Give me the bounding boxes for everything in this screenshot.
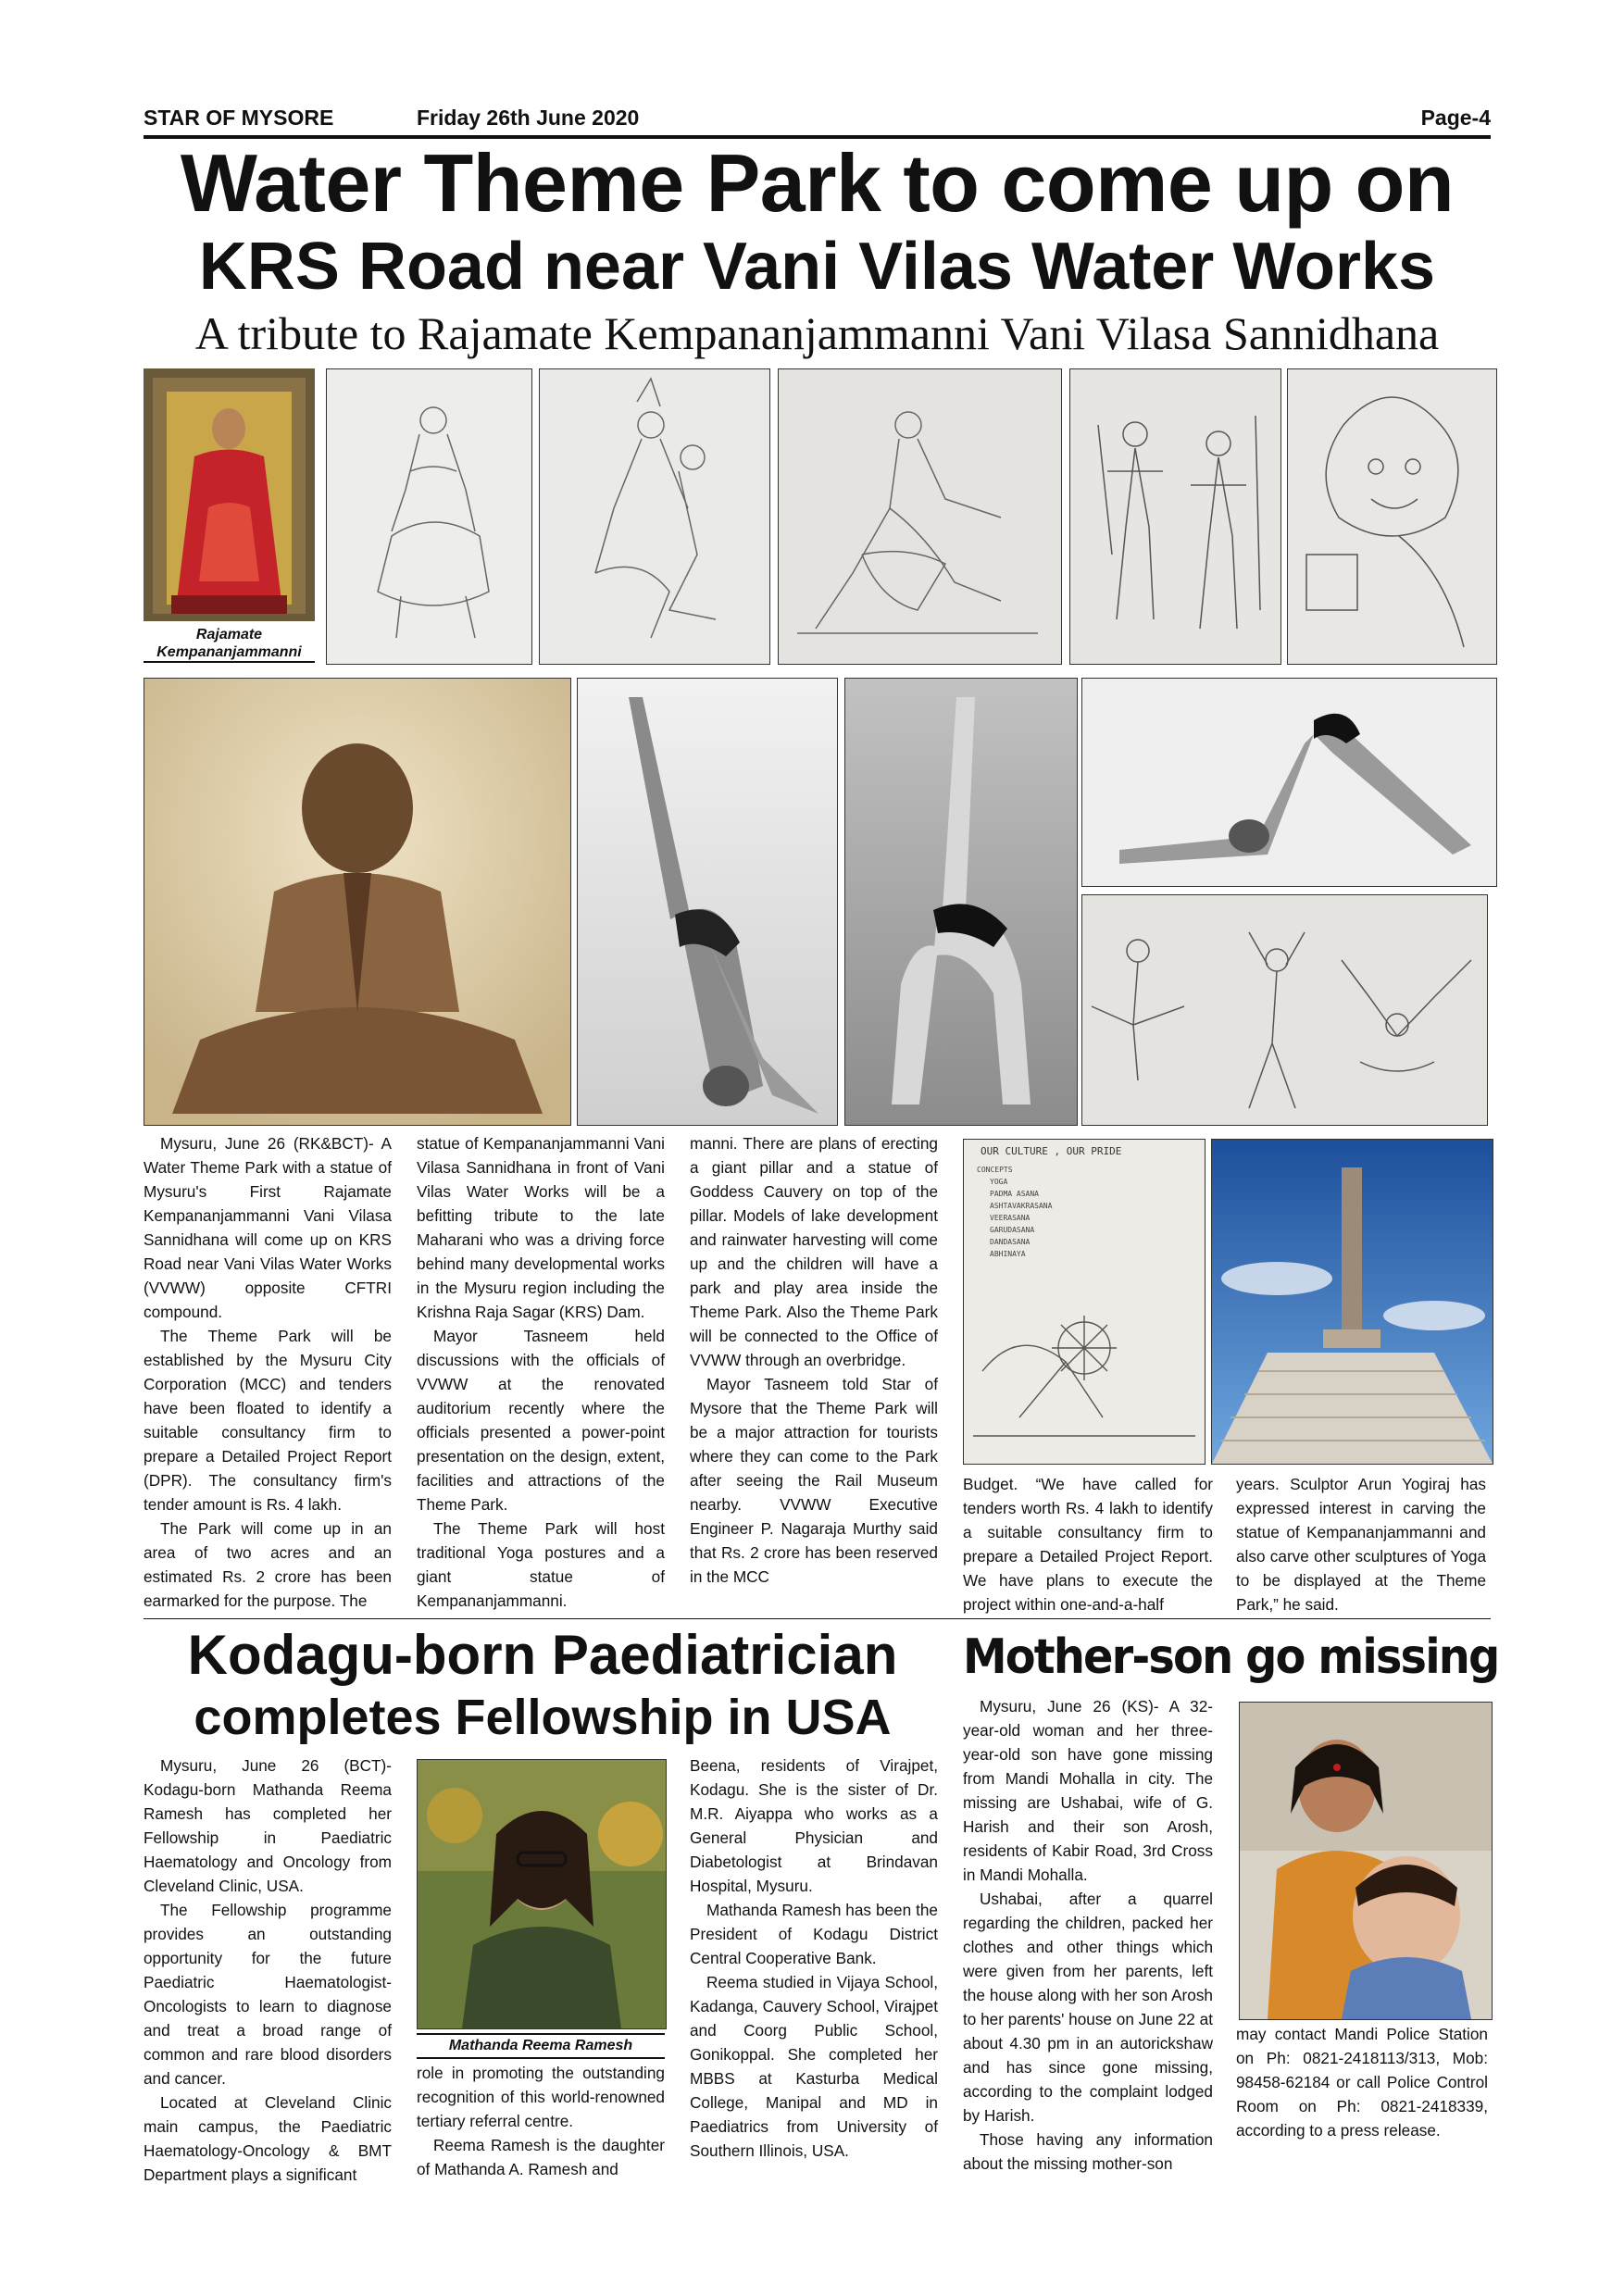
story2-headline-line2: completes Fellowship in USA bbox=[194, 1690, 892, 1745]
portrait-caption-line2: Kempananjammanni bbox=[144, 643, 315, 663]
story3-col2-para1: may contact Mandi Police Station on Ph: 0821-2418113/313, Mob: 98458-62184 or call Police Control Room on Ph: 0821-2418339, according to a press release. bbox=[1236, 2025, 1488, 2140]
lead-col2-para1: statue of Kempananjammanni Vani Vilasa Sannidhana in front of Vani Vilas Water Works will be a befitting tribute to the late Maharani who was a driving force behind many developmental works in the Mysuru region including the Krishna Raja Sagar (KRS) Dam. bbox=[417, 1134, 665, 1321]
lead-col5-para1: years. Sculptor Arun Yogiraj has expressed interest in carving the statue of Kempananjammanni and also carve other sculptures of Yoga to be displayed at the Theme Park,” he said. bbox=[1236, 1475, 1486, 1614]
lead-column-1 bbox=[144, 1131, 392, 1613]
lead-col1-para3: The Park will come up in an area of two acres and an estimated Rs. 2 crore has been earmarked for the purpose. The bbox=[144, 1519, 392, 1610]
story3-column-2 bbox=[1236, 2022, 1488, 2142]
lead-column-3 bbox=[690, 1131, 938, 1589]
story2-col1-para3: Located at Cleveland Clinic main campus, the Paediatric Haematology-Oncology & BMT Department plays a significant bbox=[144, 2093, 392, 2184]
sketch-dancer-2 bbox=[539, 368, 770, 665]
story2-col3-para1: Beena, residents of Virajpet, Kodagu. She is the sister of Dr. M.R. Aiyappa who works as a General Physician and Diabetologist at Brindavan Hospital, Mysuru. bbox=[690, 1756, 938, 1895]
missing-mother-son-photo bbox=[1239, 1702, 1493, 2020]
sketch-masked-dancer bbox=[1287, 368, 1497, 665]
reema-photo-caption: Mathanda Reema Ramesh bbox=[417, 2033, 665, 2059]
lead-col3-para2: Mayor Tasneem told Star of Mysore that the Theme Park will be a major attraction for tourists where they can come to the Park after seeing the Rail Museum nearby. VVWW Executive Engineer P. Nagaraja Murthy said that Rs. 2 crore has been reserved in the MCC bbox=[690, 1375, 938, 1586]
reema-ramesh-photo bbox=[417, 1759, 667, 2029]
sketch-warriors bbox=[1069, 368, 1281, 665]
rajamate-portrait bbox=[144, 368, 315, 621]
lead-column-2 bbox=[417, 1131, 665, 1613]
issue-date: Friday 26th June 2020 bbox=[417, 106, 640, 130]
story2-column-2 bbox=[417, 2061, 665, 2181]
sketch-note-item: ABHINAYA bbox=[990, 1250, 1026, 1258]
monument-photo bbox=[1211, 1139, 1493, 1465]
yoga-downward-dog-photo bbox=[1081, 678, 1497, 887]
lead-deck: A tribute to Rajamate Kempananjammanni Vani Vilasa Sannidhana bbox=[194, 307, 1440, 359]
lead-col1-para2: The Theme Park will be established by the Mysuru City Corporation (MCC) and tenders have been floated to identify a suitable consultancy firm to prepare a Detailed Project Report (DPR). The consultancy firm's tender amount is Rs. 4 lakh. bbox=[144, 1327, 392, 1514]
concept-sketch bbox=[963, 1139, 1206, 1465]
sketch-note-item: VEERASANA bbox=[990, 1214, 1031, 1222]
portrait-caption-line1: Rajamate bbox=[195, 627, 263, 643]
story2-column-1 bbox=[144, 1753, 392, 2187]
sketch-note-item: PADMA ASANA bbox=[990, 1190, 1039, 1198]
yoga-headstand-photo bbox=[577, 678, 838, 1126]
sketch-note-item: DANDASANA bbox=[990, 1238, 1031, 1246]
story2-col2-para1: role in promoting the outstanding recognition of this world-renowned tertiary referral centre. bbox=[417, 2064, 665, 2130]
story2-col2-para2: Reema Ramesh is the daughter of Mathanda A. Ramesh and bbox=[417, 2136, 665, 2178]
lead-headline-line2: KRS Road near Vani Vilas Water Works bbox=[198, 230, 1436, 304]
lead-col4-para1: Budget. “We have called for tenders worth Rs. 4 lakh to identify a suitable consultancy firm to prepare a Detailed Project Report. We have plans to execute the project within one-and-a-half bbox=[963, 1475, 1213, 1614]
sketch-note-item: ASHTAVAKRASANA bbox=[990, 1202, 1053, 1210]
page-number: Page-4 bbox=[1420, 106, 1491, 130]
sketch-note-title: OUR CULTURE , OUR PRIDE bbox=[981, 1145, 1122, 1157]
yoga-guru-photo bbox=[144, 678, 571, 1126]
yoga-backbend-photo bbox=[844, 678, 1078, 1126]
paper-name: STAR OF MYSORE bbox=[144, 106, 334, 130]
sketch-note-item: YOGA bbox=[990, 1178, 1008, 1186]
sketch-dancer-1 bbox=[326, 368, 532, 665]
story2-headline-line1: Kodagu-born Paediatrician bbox=[187, 1624, 898, 1686]
story2-column-3 bbox=[690, 1753, 938, 2163]
lead-headline-line1: Water Theme Park to come up on bbox=[180, 137, 1455, 229]
section-divider bbox=[144, 1618, 1491, 1619]
sketch-dancer-3 bbox=[778, 368, 1062, 665]
sketch-note-item: GARUDASANA bbox=[990, 1226, 1035, 1234]
lead-col2-para2: Mayor Tasneem held discussions with the officials of VVWW at the renovated auditorium recently where the officials presented a power-point presentation on the design, extent, facilities and attractions of the Theme Park. bbox=[417, 1327, 665, 1514]
lead-col1-para1: Mysuru, June 26 (RK&BCT)- A Water Theme Park with a statue of Mysuru's First Rajamate Kempananjammanni Vani Vilasa Sannidhana will come up on KRS Road near Vani Vilas Water Works (VVWW) opposite CFTRI compound. bbox=[144, 1134, 392, 1321]
lead-col2-para3: The Theme Park will host traditional Yoga postures and a giant statue of Kempananjammanni. bbox=[417, 1519, 665, 1610]
story3-col1-para3: Those having any information about the missing mother-son bbox=[963, 2130, 1213, 2173]
portrait-caption bbox=[144, 626, 315, 663]
story2-col3-para2: Mathanda Ramesh has been the President of Kodagu District Central Cooperative Bank. bbox=[690, 1901, 938, 1967]
masthead bbox=[144, 104, 1491, 139]
story3-col1-para1: Mysuru, June 26 (KS)- A 32-year-old woman and her three-year-old son have gone missing from Mandi Mohalla in city. The missing are Ushabai, wife of G. Harish and their son Arosh, residents of Kabir Road, 3rd Cross in Mandi Mohalla. bbox=[963, 1697, 1213, 1884]
sketch-yoga-poses bbox=[1081, 894, 1488, 1126]
story3-headline: Mother-son go missing bbox=[963, 1629, 1499, 1685]
lead-col3-para1: manni. There are plans of erecting a giant pillar and a statue of Goddess Cauvery on top of the pillar. Models of lake development and rainwater harvesting will come up and the children will have a park and play area inside the Theme Park. Also the Theme Park will be connected to the Office of VVWW through an overbridge. bbox=[690, 1134, 938, 1369]
story2-col1-para1: Mysuru, June 26 (BCT)- Kodagu-born Mathanda Reema Ramesh has completed her Fellowship in Paediatric Haematology and Oncology from Cleveland Clinic, USA. bbox=[144, 1756, 392, 1895]
lead-column-5 bbox=[1236, 1472, 1486, 1616]
story3-col1-para2: Ushabai, after a quarrel regarding the children, packed her clothes and other things which were given from her parents, left the house along with her son Arosh to her parents' house on June 22 at about 4.30 pm in an autorickshaw and has since gone missing, according to the complaint lodged by Harish. bbox=[963, 1890, 1213, 2125]
story2-col3-para3: Reema studied in Vijaya School, Kadanga, Cauvery School, Virajpet and Coorg Public School, Gonikoppal. She completed her MBBS at Kasturba Medical College, Manipal and MD in Paediatrics from University of Southern Illinois, USA. bbox=[690, 1973, 938, 2160]
story3-column-1 bbox=[963, 1694, 1213, 2176]
lead-column-4 bbox=[963, 1472, 1213, 1616]
story2-col1-para2: The Fellowship programme provides an outstanding opportunity for the future Paediatric Haematologist-Oncologists to learn to diagnose and treat a broad range of common and rare blood disorders and cancer. bbox=[144, 1901, 392, 2088]
sketch-note-item: CONCEPTS bbox=[977, 1166, 1013, 1174]
